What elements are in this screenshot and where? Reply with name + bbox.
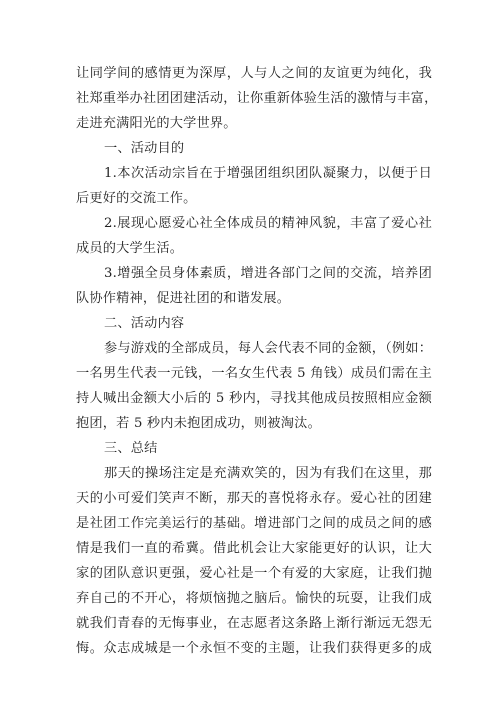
section-heading-summary: 三、总结 [104, 441, 158, 456]
paragraph-line: 就我们青春的无悔事业，在志愿者这条路上渐行渐远无怨无 [76, 616, 432, 631]
list-item-line: 1.本次活动宗旨在于增强团组织团队凝聚力，以便于日 [104, 166, 432, 181]
paragraph-line: 弃自己的不开心，将烦恼抛之脑后。愉快的玩耍，让我们成 [76, 591, 432, 606]
paragraph-line: 悔。众志成城是一个永恒不变的主题，让我们获得更多的成 [76, 641, 432, 656]
list-item-line: 队协作精神，促进社团的和谐发展。 [76, 291, 291, 306]
list-item-line: 3.增强全员身体素质，增进各部门之间的交流，培养团 [104, 266, 432, 281]
paragraph-line: 家的团队意识更强，爱心社是一个有爱的大家庭，让我们抛 [76, 566, 432, 581]
paragraph-line: 参与游戏的全部成员，每人会代表不同的金额，（例如： [104, 341, 433, 356]
paragraph-line: 情是我们一直的希冀。借此机会让大家能更好的认识，让大 [76, 541, 432, 556]
list-item-line: 成员的大学生活。 [76, 241, 184, 256]
paragraph-line: 走进充满阳光的大学世界。 [76, 116, 237, 131]
paragraph-line: 社郑重举办社团团建活动，让你重新体验生活的激情与丰富， [76, 91, 438, 106]
paragraph-line: 一名男生代表一元钱，一名女生代表 5 角钱）成员们需在主 [76, 366, 432, 381]
list-item-line: 2.展现心愿爱心社全体成员的精神风貌，丰富了爱心社 [104, 216, 432, 231]
section-heading-content: 二、活动内容 [104, 316, 185, 331]
paragraph-line: 是社团工作完美运行的基础。增进部门之间的成员之间的感 [76, 516, 432, 531]
list-item-line: 后更好的交流工作。 [76, 191, 197, 206]
section-heading-purpose: 一、活动目的 [104, 141, 185, 156]
paragraph-line: 天的小可爱们笑声不断，那天的喜悦将永存。爱心社的团建 [76, 491, 432, 506]
paragraph-line: 抱团，若 5 秒内未抱团成功，则被淘汰。 [76, 416, 321, 431]
paragraph-line: 持人喊出金额大小后的 5 秒内，寻找其他成员按照相应金额 [76, 391, 432, 406]
paragraph-line: 让同学间的感情更为深厚，人与人之间的友谊更为纯化，我 [76, 66, 432, 81]
paragraph-line: 那天的操场注定是充满欢笑的，因为有我们在这里，那 [104, 466, 432, 481]
